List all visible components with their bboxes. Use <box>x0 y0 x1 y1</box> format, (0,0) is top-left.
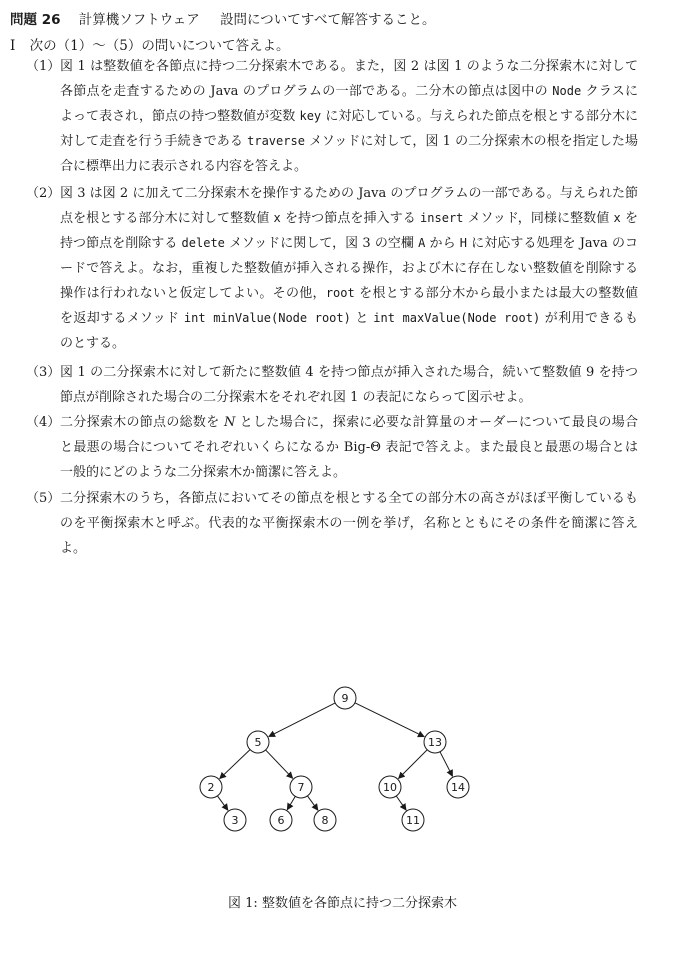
tree-node <box>447 776 469 798</box>
question-number: （1） <box>26 59 61 74</box>
tree-node <box>334 687 356 709</box>
tree-node-key: 13 <box>428 736 442 749</box>
tree-node <box>247 731 269 753</box>
tree-edge <box>269 703 335 737</box>
tree-node <box>379 776 401 798</box>
tree-node <box>314 809 336 831</box>
tree-node-key: 11 <box>406 814 420 827</box>
tree-edge <box>398 750 427 779</box>
problem-instruction: 設問についてすべて解答すること。 <box>220 12 436 28</box>
question-number: （4） <box>26 415 61 430</box>
figure-caption: 図 1: 整数値を各節点に持つ二分探索木 <box>228 896 457 911</box>
section-heading <box>10 34 290 54</box>
tree-node <box>290 776 312 798</box>
tree-edge <box>287 796 295 809</box>
tree-edge <box>220 750 250 779</box>
problem-subject: 計算機ソフトウェア <box>78 12 200 28</box>
question-text: 二分探索木の節点の総数を N とした場合に，探索に必要な計算量のオーダーについて最良の場合と最悪の場合についてそれぞれいくらになるか Big-Θ 表記で答えよ。また最良と最悪の場合とは一般的にどのような二分探索木か簡潔に答えよ。 <box>60 415 638 480</box>
question-number: （3） <box>26 365 61 380</box>
tree-node <box>402 809 424 831</box>
binary-search-tree-diagram <box>0 675 685 855</box>
tree-node-key: 10 <box>383 781 397 794</box>
tree-node-key: 7 <box>297 781 305 794</box>
tree-edge <box>396 796 406 810</box>
section-roman-numeral: I <box>10 38 16 54</box>
question-text: 図 1 の二分探索木に対して新たに整数値 4 を持つ節点が挿入された場合，続いて整数値 9 を持つ節点が削除された場合の二分探索木をそれぞれ図 1 の表記にならって図示せよ。 <box>60 365 638 405</box>
tree-node-key: 2 <box>207 781 215 794</box>
question-4 <box>26 410 638 485</box>
tree-node <box>424 731 446 753</box>
tree-node <box>270 809 292 831</box>
question-text: 二分探索木のうち，各節点においてその節点を根とする全ての部分木の高さがほぼ平衡しているものを平衡探索木と呼ぶ。代表的な平衡探索木の一例を挙げ，名称とともにその条件を簡潔に答えよ。 <box>60 491 638 556</box>
tree-node-key: 8 <box>321 814 329 827</box>
tree-edge <box>307 796 317 810</box>
question-2 <box>26 181 638 356</box>
tree-node-key: 14 <box>451 781 465 794</box>
tree-node-key: 6 <box>277 814 285 827</box>
figure-1 <box>0 675 685 855</box>
tree-node <box>224 809 246 831</box>
section-title: 次の（1）～（5）の問いについて答えよ。 <box>29 38 290 54</box>
question-1 <box>26 54 638 179</box>
tree-edge <box>440 752 453 777</box>
tree-node-key: 9 <box>341 692 349 705</box>
tree-node <box>200 776 222 798</box>
tree-node-key: 3 <box>231 814 239 827</box>
question-text: 図 3 は図 2 に加えて二分探索木を操作するための Java のプログラムの一部である。与えられた節点を根とする部分木に対して整数値 x を持つ節点を挿入する insert メソッド，同様に整数値 x を持つ節点を削除する delete メソッドに関して，図 3 の空欄 A から H に対応する処理を Java のコードで答えよ。なお，重複した整数値が挿入される操作，および木に存在しない整数値を削除する操作は行われないと仮定してよい。その他，root を根とする部分木から最小または最大の整数値を返却するメソッド int minValue(Node root) と int maxValue(Node root) が利用できるものとする。 <box>60 186 639 351</box>
question-3 <box>26 360 638 410</box>
question-number: （5） <box>26 491 61 506</box>
tree-node-key: 5 <box>254 736 262 749</box>
question-text: 図 1 は整数値を各節点に持つ二分探索木である。また，図 2 は図 1 のような二分探索木に対して各節点を走査するための Java のプログラムの一部である。二分木の節点は図中の Node クラスによって表され，節点の持つ整数値が変数 key に対応している。与えられた節点を根とする部分木に対して走査を行う手続きである traverse メソッドに対して，図 1 の二分探索木の根を指定した場合に標準出力に表示される内容を答えよ。 <box>60 59 638 174</box>
problem-number: 問題 26 <box>10 12 61 28</box>
problem-header <box>10 8 436 28</box>
question-5 <box>26 486 638 561</box>
tree-edge <box>355 703 424 737</box>
tree-edge <box>266 750 293 778</box>
tree-edge <box>217 796 227 810</box>
question-number: （2） <box>26 186 61 201</box>
